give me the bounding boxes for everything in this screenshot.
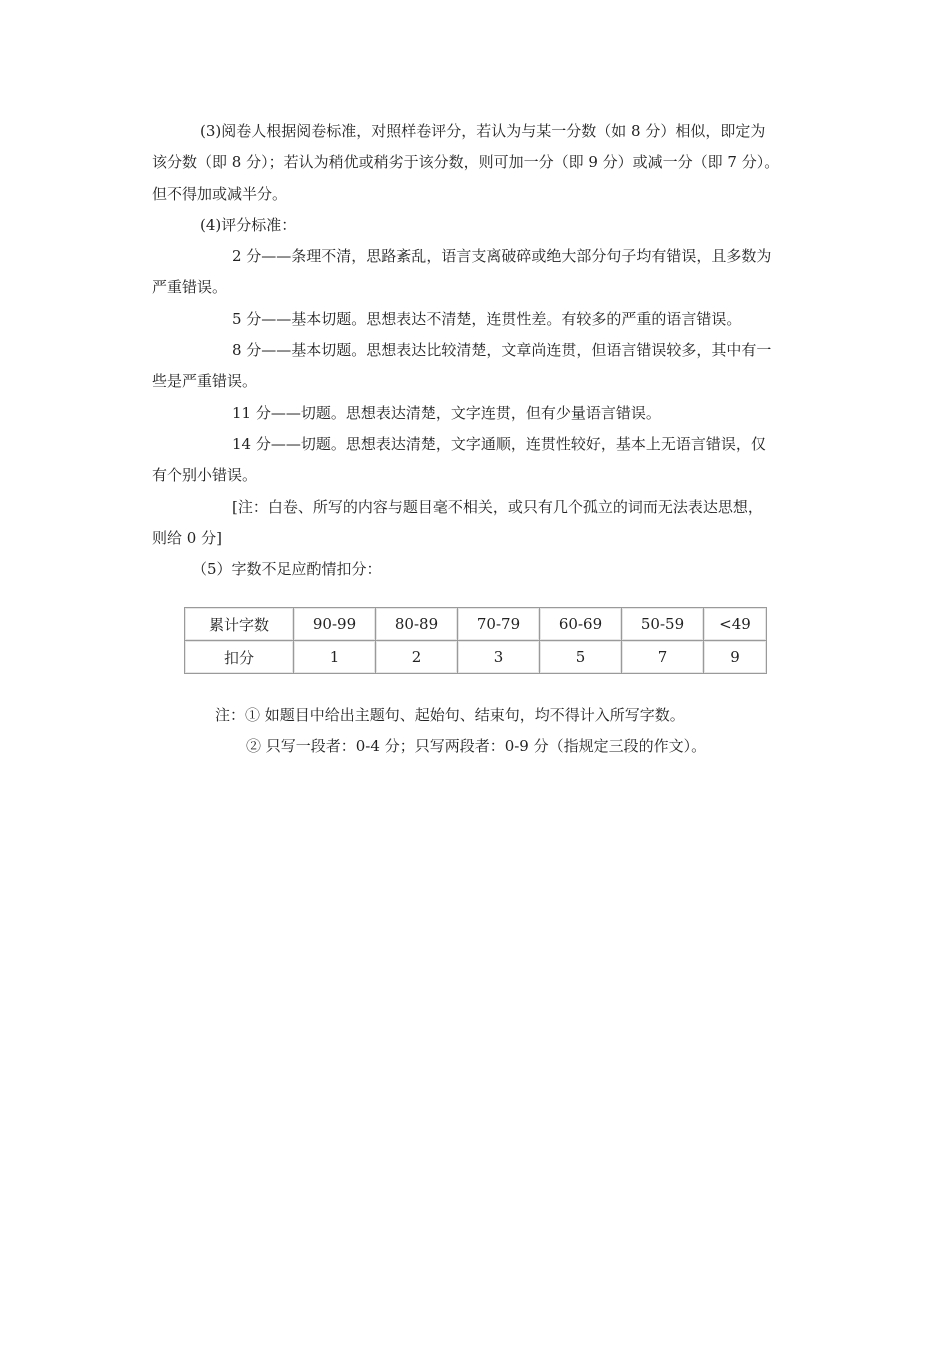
paragraph-4-title: (4)评分标准： <box>200 216 297 234</box>
table-cell-range: <49 <box>704 608 767 641</box>
table-header-word-count: 累计字数 <box>185 608 294 641</box>
score-11-line-1: 11 分——切题。思想表达清楚，文字连贯，但有少量语言错误。 <box>232 404 661 422</box>
score-2-line-2: 严重错误。 <box>152 278 228 296</box>
score-8-line-1: 8 分——基本切题。思想表达比较清楚，文章尚连贯，但语言错误较多，其中有一 <box>232 341 772 359</box>
table-cell-deduction: 3 <box>458 641 540 674</box>
score-14-line-2: 有个别小错误。 <box>152 466 258 484</box>
paragraph-3-line-3: 但不得加或减半分。 <box>152 185 288 203</box>
table-note-1: 注：① 如题目中给出主题句、起始句、结束句，均不得计入所写字数。 <box>215 706 685 724</box>
table-note-2: ② 只写一段者：0-4 分；只写两段者：0-9 分（指规定三段的作文）。 <box>246 737 707 755</box>
paragraph-3-line-2: 该分数（即 8 分）；若认为稍优或稍劣于该分数，则可加一分（即 9 分）或减一分（即 7 分）。 <box>152 153 780 171</box>
table-header-deduction: 扣分 <box>185 641 294 674</box>
table-cell-range: 80-89 <box>376 608 458 641</box>
table-cell-range: 50-59 <box>622 608 704 641</box>
zero-score-note-line-2: 则给 0 分] <box>152 529 222 547</box>
table-cell-range: 70-79 <box>458 608 540 641</box>
score-14-line-1: 14 分——切题。思想表达清楚，文字通顺，连贯性较好，基本上无语言错误，仅 <box>232 435 766 453</box>
table-cell-deduction: 1 <box>294 641 376 674</box>
table-row-word-count <box>185 608 767 641</box>
zero-score-note-line-1: [注：白卷、所写的内容与题目毫不相关，或只有几个孤立的词而无法表达思想， <box>232 498 763 516</box>
paragraph-5-title: （5）字数不足应酌情扣分： <box>192 560 382 578</box>
score-5-line-1: 5 分——基本切题。思想表达不清楚，连贯性差。有较多的严重的语言错误。 <box>232 310 742 328</box>
table-cell-range: 90-99 <box>294 608 376 641</box>
score-8-line-2: 些是严重错误。 <box>152 372 258 390</box>
table-cell-range: 60-69 <box>540 608 622 641</box>
table-cell-deduction: 7 <box>622 641 704 674</box>
table-cell-deduction: 2 <box>376 641 458 674</box>
word-count-deduction-table <box>184 607 767 674</box>
table-cell-deduction: 9 <box>704 641 767 674</box>
paragraph-3-line-1: (3)阅卷人根据阅卷标准，对照样卷评分，若认为与某一分数（如 8 分）相似，即定为 <box>200 122 766 140</box>
score-2-line-1: 2 分——条理不清，思路紊乱，语言支离破碎或绝大部分句子均有错误，且多数为 <box>232 247 772 265</box>
table-row-deduction <box>185 641 767 674</box>
table-cell-deduction: 5 <box>540 641 622 674</box>
